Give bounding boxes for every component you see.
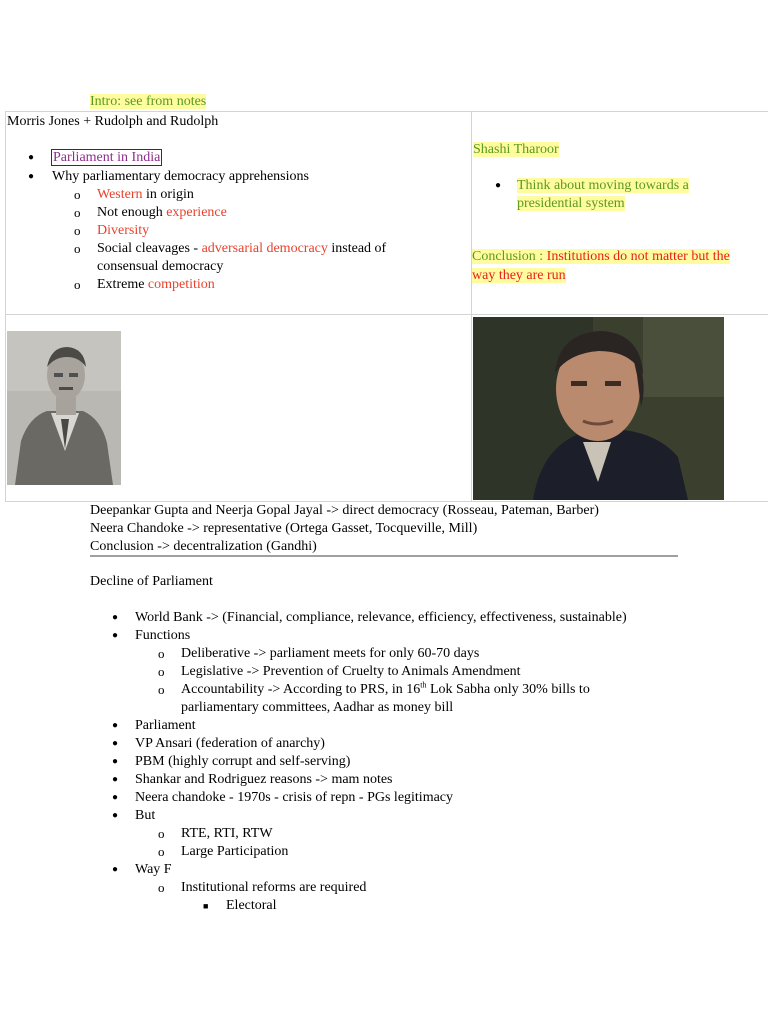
bullet-dot: ● <box>112 864 119 875</box>
sub-bullet: o <box>158 826 165 841</box>
but-item: But <box>135 808 156 823</box>
sub-bullet: o <box>74 223 81 238</box>
bullet-dot: ● <box>28 171 35 182</box>
intro-note: Intro: see from notes <box>90 94 207 109</box>
tharoor-conclusion-cont: way they are run <box>472 268 566 283</box>
deliberative-item: Deliberative -> parliament meets for only 60-70 days <box>181 646 480 661</box>
apprehension-social-cleavages: Social cleavages - adversarial democracy instead of <box>97 241 387 256</box>
rte-rti-rtw-item: RTE, RTI, RTW <box>181 826 273 841</box>
representative-line: Neera Chandoke -> representative (Ortega Gasset, Tocqueville, Mill) <box>90 521 478 536</box>
apprehension-competition: Extreme competition <box>97 277 215 292</box>
morris-jones-photo <box>7 331 121 485</box>
bullet-dot: ● <box>112 756 119 767</box>
large-participation-item: Large Participation <box>181 844 289 859</box>
bullet-dot: ● <box>112 612 119 623</box>
bullet-dot: ● <box>112 630 119 641</box>
legislative-item: Legislative -> Prevention of Cruelty to Animals Amendment <box>181 664 521 679</box>
sub-bullet: o <box>74 187 81 202</box>
right-cell-heading: Shashi Tharoor <box>473 142 559 157</box>
parliament-in-india-link[interactable]: Parliament in India <box>53 150 161 165</box>
neera-chandoke-item: Neera chandoke - 1970s - crisis of repn - PGs legitimacy <box>135 790 454 805</box>
shashi-tharoor-photo <box>473 317 724 500</box>
sub-bullet: o <box>74 277 81 292</box>
bullet-dot: ● <box>28 152 35 163</box>
sub-bullet: o <box>158 664 165 679</box>
direct-democracy-line: Deepankar Gupta and Neerja Gopal Jayal -> direct democracy (Rosseau, Pateman, Barber) <box>90 503 599 518</box>
world-bank-item: World Bank -> (Financial, compliance, relevance, efficiency, effectiveness, sustainable) <box>135 610 627 625</box>
bullet-dot: ● <box>495 180 502 191</box>
functions-item: Functions <box>135 628 191 643</box>
apprehensions-item: Why parliamentary democracy apprehensions <box>52 169 309 184</box>
apprehension-experience: Not enough experience <box>97 205 227 220</box>
sub-bullet: o <box>158 880 165 895</box>
vp-ansari-item: VP Ansari (federation of anarchy) <box>135 736 325 751</box>
sub-bullet: o <box>74 205 81 220</box>
apprehension-western: Western in origin <box>97 187 194 202</box>
institutional-reforms-item: Institutional reforms are required <box>181 880 367 895</box>
pbm-item: PBM (highly corrupt and self-serving) <box>135 754 351 769</box>
tharoor-conclusion: Conclusion : Institutions do not matter but the <box>472 249 730 264</box>
bullet-dot: ● <box>112 738 119 749</box>
apprehension-diversity: Diversity <box>97 223 150 238</box>
accountability-item: Accountability -> According to PRS, in 16th Lok Sabha only 30% bills to <box>181 680 590 697</box>
bullet-dot: ● <box>112 774 119 785</box>
decentralization-line: Conclusion -> decentralization (Gandhi) <box>90 539 317 554</box>
sub-bullet: o <box>158 844 165 859</box>
bullet-dot: ● <box>112 810 119 821</box>
way-forward-item: Way F <box>135 862 172 877</box>
square-bullet: ■ <box>203 901 209 911</box>
apprehension-social-cleavages-cont: consensual democracy <box>97 259 224 274</box>
left-cell-heading: Morris Jones + Rudolph and Rudolph <box>7 114 219 129</box>
bullet-dot: ● <box>112 720 119 731</box>
horizontal-rule <box>90 555 678 557</box>
table-row-divider <box>5 314 768 315</box>
accountability-item-cont: parliamentary committees, Aadhar as money bill <box>181 700 454 715</box>
decline-heading: Decline of Parliament <box>90 574 213 589</box>
shankar-rodriguez-item: Shankar and Rodriguez reasons -> mam notes <box>135 772 393 787</box>
sub-bullet: o <box>74 241 81 256</box>
bullet-dot: ● <box>112 792 119 803</box>
table-column-divider <box>471 111 472 501</box>
presidential-system-item: Think about moving towards a <box>517 178 689 193</box>
parliament-item: Parliament <box>135 718 196 733</box>
sub-bullet: o <box>158 646 165 661</box>
electoral-item: Electoral <box>226 898 277 913</box>
sub-bullet: o <box>158 682 165 697</box>
presidential-system-item-cont: presidential system <box>517 196 625 211</box>
